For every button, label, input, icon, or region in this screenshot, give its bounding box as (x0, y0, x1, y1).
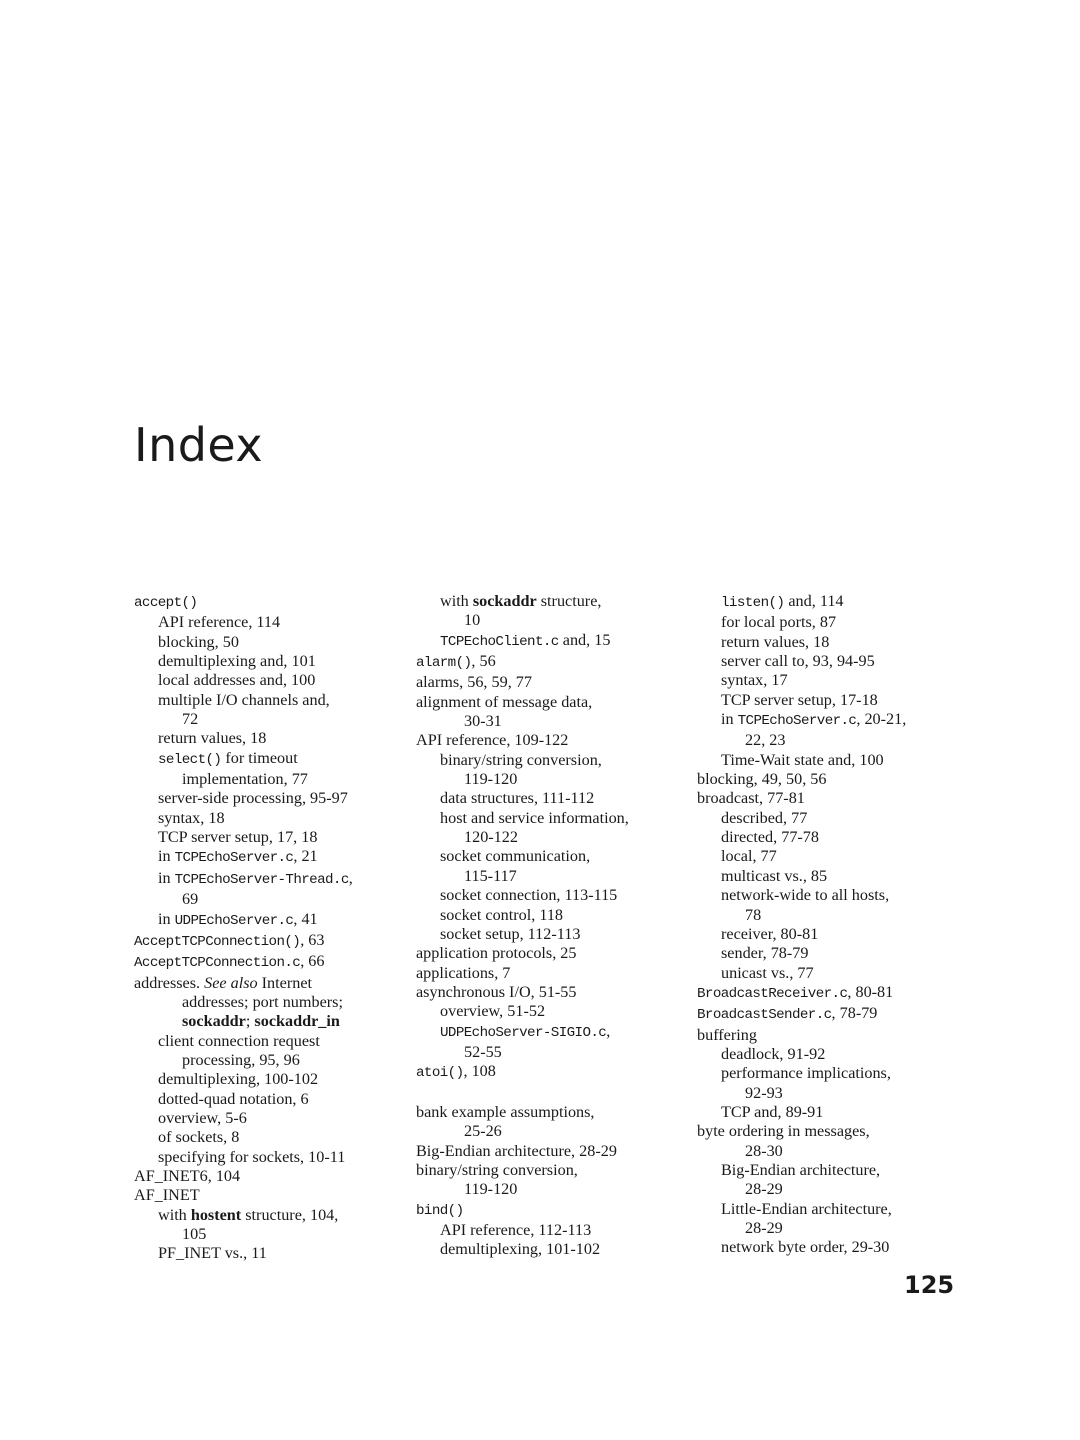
index-entry (134, 952, 404, 973)
index-subentry (134, 1128, 404, 1147)
index-text: , 41 (293, 909, 318, 928)
index-text: 25-26 (464, 1122, 502, 1141)
index-text: , 108 (463, 1062, 496, 1081)
index-subentry (134, 652, 404, 671)
index-text: TCPEchoServer.c (174, 850, 294, 867)
index-text: in (158, 868, 175, 887)
index-text: applications, 7 (416, 963, 511, 982)
index-text: , 21 (293, 847, 318, 866)
index-text: sender, 78-79 (721, 944, 809, 963)
index-entry (416, 964, 686, 983)
index-text: data structures, 111-112 (440, 789, 595, 808)
index-entry (416, 1142, 686, 1161)
index-text: specifying for sockets, 10-11 (158, 1147, 346, 1166)
index-subentry (416, 751, 686, 770)
index-text: directed, 77-78 (721, 828, 819, 847)
index-text: 72 (182, 710, 199, 729)
index-text: buffering (697, 1025, 757, 1044)
index-text: socket control, 118 (440, 905, 564, 924)
index-text: 52-55 (464, 1042, 502, 1061)
index-text: TCPEchoServer-Thread.c (174, 871, 349, 888)
index-subentry (697, 1064, 977, 1083)
index-text: , 63 (300, 930, 325, 949)
index-text: 10 (464, 611, 481, 630)
index-subentry (697, 613, 977, 632)
index-subentry (416, 631, 686, 652)
index-text: application protocols, 25 (416, 944, 577, 963)
index-text: See also (204, 973, 258, 992)
index-subentry (416, 1221, 686, 1240)
index-text: 105 (182, 1225, 207, 1243)
index-text: listen() (721, 595, 785, 611)
index-text: overview, 5-6 (158, 1108, 247, 1127)
index-text: local addresses and, 100 (158, 671, 316, 690)
index-text: in (721, 710, 738, 729)
index-text: AcceptTCPConnection() (134, 933, 301, 950)
index-subentry (697, 633, 977, 652)
index-continuation (416, 770, 686, 789)
index-subentry (697, 828, 977, 847)
index-text: PF_INET vs., 11 (158, 1244, 267, 1263)
index-subentry (697, 691, 977, 710)
index-entry (697, 1004, 977, 1025)
index-subentry (134, 1109, 404, 1128)
index-text: deadlock, 91-92 (721, 1044, 826, 1063)
index-continuation (416, 1122, 686, 1141)
index-subentry (416, 1022, 686, 1043)
index-subentry (697, 925, 977, 944)
index-subentry (134, 869, 404, 890)
index-text: 22, 23 (745, 731, 786, 750)
index-text: Little-Endian architecture, (721, 1199, 892, 1218)
index-text: syntax, 18 (158, 808, 225, 827)
index-text: local, 77 (721, 847, 777, 866)
index-continuation (697, 906, 977, 925)
index-text: bind() (416, 1202, 464, 1219)
index-text: , 66 (300, 952, 325, 971)
index-text: BroadcastSender.c (697, 1007, 832, 1024)
index-entry (416, 673, 686, 692)
index-subentry (134, 1090, 404, 1109)
index-text: TCP and, 89-91 (721, 1102, 824, 1121)
index-text: UDPEchoServer.c (174, 912, 294, 929)
index-text: 30-31 (464, 712, 502, 731)
index-text: AF_INET (134, 1186, 200, 1205)
index-text: API reference, 114 (158, 613, 281, 632)
index-text: TCPEchoServer.c (737, 713, 857, 730)
index-text: ; (245, 1012, 255, 1031)
index-subentry (134, 633, 404, 652)
index-entry (697, 1122, 977, 1141)
index-text: socket setup, 112-113 (440, 924, 581, 943)
index-text: 120-122 (464, 828, 518, 847)
index-text: implementation, 77 (182, 770, 308, 789)
index-text: AF_INET6, 104 (134, 1166, 241, 1185)
index-entry (416, 983, 686, 1002)
index-text: TCP server setup, 17, 18 (158, 828, 318, 847)
index-text: alarm() (416, 655, 472, 672)
index-text: blocking, 50 (158, 632, 239, 651)
index-text: byte ordering in messages, (697, 1122, 870, 1141)
index-subentry (134, 1148, 404, 1167)
index-text: sockaddr (472, 592, 537, 610)
index-text: demultiplexing, 101-102 (440, 1240, 601, 1259)
index-text: bank example assumptions, (416, 1102, 595, 1121)
index-text: host and service information, (440, 808, 629, 827)
index-text: , 80-81 (847, 982, 894, 1001)
index-continuation (134, 993, 404, 1012)
index-text: AcceptTCPConnection.c (134, 955, 301, 972)
index-subentry (697, 1045, 977, 1064)
index-entry (416, 944, 686, 963)
index-text: UDPEchoServer-SIGIO.c (440, 1024, 607, 1041)
index-subentry (697, 1103, 977, 1122)
index-subentry (697, 944, 977, 963)
index-text: multicast vs., 85 (721, 866, 828, 885)
index-subentry (416, 809, 686, 828)
index-text: alignment of message data, (416, 692, 593, 711)
index-subentry (134, 691, 404, 710)
index-entry (416, 652, 686, 673)
index-subentry (416, 925, 686, 944)
index-text: , 20-21, (856, 710, 907, 729)
index-subentry (134, 613, 404, 632)
index-subentry (697, 886, 977, 905)
index-text: 28-29 (745, 1180, 783, 1199)
index-text: binary/string conversion, (416, 1160, 578, 1179)
index-entry (697, 1026, 977, 1045)
index-text: 119-120 (464, 1180, 518, 1199)
index-text: overview, 51-52 (440, 1002, 546, 1021)
index-text: Internet (257, 973, 313, 992)
index-subentry (697, 964, 977, 983)
index-subentry (416, 847, 686, 866)
index-text: socket communication, (440, 847, 591, 866)
index-continuation (134, 770, 404, 789)
index-entry (416, 693, 686, 712)
index-text: sockaddr_in (254, 1012, 340, 1031)
index-text: network byte order, 29-30 (721, 1238, 890, 1257)
index-subentry (416, 592, 686, 611)
index-text: in (158, 909, 175, 928)
index-text: , 56 (471, 652, 496, 671)
index-text: server-side processing, 95-97 (158, 789, 348, 808)
index-subentry (134, 789, 404, 808)
page-number: 125 (904, 1271, 955, 1299)
index-subentry (134, 809, 404, 828)
index-text: 92-93 (745, 1083, 783, 1102)
index-subentry (697, 1238, 977, 1257)
index-subentry (416, 1240, 686, 1259)
index-subentry (697, 809, 977, 828)
index-text: dotted-quad notation, 6 (158, 1089, 309, 1108)
index-text: processing, 95, 96 (182, 1050, 300, 1069)
index-text: 115-117 (464, 866, 517, 885)
index-text: described, 77 (721, 808, 808, 827)
index-text: structure, 104, (241, 1205, 339, 1224)
index-continuation (134, 890, 404, 909)
index-text: atoi() (416, 1065, 464, 1082)
index-text: broadcast, 77-81 (697, 789, 805, 808)
index-text: Big-Endian architecture, (721, 1160, 881, 1179)
index-text: syntax, 17 (721, 671, 788, 690)
index-text: 28-30 (745, 1141, 783, 1160)
index-text: , (606, 1021, 611, 1040)
index-subentry (134, 847, 404, 868)
index-text: and, 15 (558, 630, 611, 649)
index-continuation (697, 1219, 977, 1238)
index-subentry (134, 1244, 404, 1263)
index-continuation (416, 1043, 686, 1062)
index-text: demultiplexing, 100-102 (158, 1070, 319, 1089)
index-entry (416, 731, 686, 750)
index-text: addresses; port numbers; (182, 992, 343, 1011)
index-entry (697, 983, 977, 1004)
index-subentry (697, 867, 977, 886)
index-text: demultiplexing and, 101 (158, 652, 316, 671)
index-text: 69 (182, 890, 199, 909)
index-text: return values, 18 (158, 729, 267, 748)
index-continuation (697, 731, 977, 750)
index-subentry (416, 789, 686, 808)
index-entry (416, 1200, 686, 1221)
index-subentry (697, 1161, 977, 1180)
index-spacer (416, 1084, 686, 1103)
index-subentry (134, 1070, 404, 1089)
index-entry (416, 1103, 686, 1122)
index-subentry (416, 886, 686, 905)
index-text: multiple I/O channels and, (158, 690, 330, 709)
index-text: , 78-79 (831, 1004, 878, 1023)
index-text: Time-Wait state and, 100 (721, 750, 884, 769)
index-text: 119-120 (464, 770, 518, 789)
index-text: binary/string conversion, (440, 750, 602, 769)
index-subentry (134, 910, 404, 931)
index-entry (697, 789, 977, 808)
index-text: and, 114 (784, 592, 844, 610)
index-entry (416, 1062, 686, 1083)
index-subentry (697, 847, 977, 866)
index-subentry (134, 1206, 404, 1225)
index-continuation (416, 611, 686, 630)
index-continuation (134, 1051, 404, 1070)
index-continuation (697, 1084, 977, 1103)
index-text: network-wide to all hosts, (721, 886, 890, 905)
index-text: select() (158, 751, 222, 768)
index-text: API reference, 109-122 (416, 731, 569, 750)
index-subentry (134, 729, 404, 748)
index-subentry (416, 1002, 686, 1021)
index-text: 78 (745, 905, 762, 924)
index-column-3 (697, 592, 977, 1258)
index-subentry (697, 1200, 977, 1219)
index-continuation (134, 1012, 404, 1031)
index-text: blocking, 49, 50, 56 (697, 770, 827, 789)
index-text: with (440, 592, 473, 610)
index-text: TCPEchoClient.c (440, 633, 559, 650)
index-text: alarms, 56, 59, 77 (416, 673, 532, 692)
index-entry (134, 592, 404, 613)
index-continuation (697, 1180, 977, 1199)
index-entry (134, 1186, 404, 1205)
index-continuation (416, 867, 686, 886)
index-text: , (348, 868, 353, 887)
index-text: server call to, 93, 94-95 (721, 652, 875, 671)
index-subentry (697, 652, 977, 671)
index-subentry (697, 710, 977, 731)
index-text: of sockets, 8 (158, 1128, 240, 1147)
index-continuation (134, 710, 404, 729)
index-continuation (416, 1180, 686, 1199)
index-continuation (697, 1142, 977, 1161)
index-text: receiver, 80-81 (721, 924, 819, 943)
index-text: hostent (190, 1205, 242, 1224)
index-text: in (158, 847, 175, 866)
index-text: unicast vs., 77 (721, 963, 814, 982)
index-text: socket connection, 113-115 (440, 886, 618, 905)
index-subentry (134, 828, 404, 847)
index-text: BroadcastReceiver.c (697, 985, 848, 1002)
index-subentry (697, 671, 977, 690)
index-entry (134, 974, 404, 993)
index-entry (134, 1167, 404, 1186)
index-text: Big-Endian architecture, 28-29 (416, 1141, 617, 1160)
page-title: Index (134, 418, 264, 472)
index-text: performance implications, (721, 1064, 891, 1083)
index-subentry (697, 751, 977, 770)
index-text: for local ports, 87 (721, 613, 837, 632)
index-subentry (134, 1032, 404, 1051)
index-text: with (158, 1205, 191, 1224)
index-entry (134, 931, 404, 952)
index-text: API reference, 112-113 (440, 1221, 592, 1239)
index-subentry (134, 749, 404, 770)
index-continuation (416, 712, 686, 731)
index-text: 28-29 (745, 1219, 783, 1237)
index-text: TCP server setup, 17-18 (721, 690, 878, 709)
index-entry (416, 1161, 686, 1180)
index-entry (697, 770, 977, 789)
index-continuation (416, 828, 686, 847)
index-text: structure, (536, 592, 602, 610)
index-continuation (134, 1225, 404, 1244)
index-subentry (697, 592, 977, 613)
index-column-2 (416, 592, 686, 1260)
index-text: sockaddr (182, 1012, 246, 1031)
index-subentry (134, 671, 404, 690)
index-text: accept() (134, 595, 198, 611)
index-text: for timeout (221, 748, 298, 767)
index-text: client connection request (158, 1031, 320, 1050)
index-text: asynchronous I/O, 51-55 (416, 982, 577, 1001)
index-text: return values, 18 (721, 632, 830, 651)
index-text: addresses. (134, 973, 205, 992)
index-column-1 (134, 592, 404, 1264)
index-subentry (416, 906, 686, 925)
